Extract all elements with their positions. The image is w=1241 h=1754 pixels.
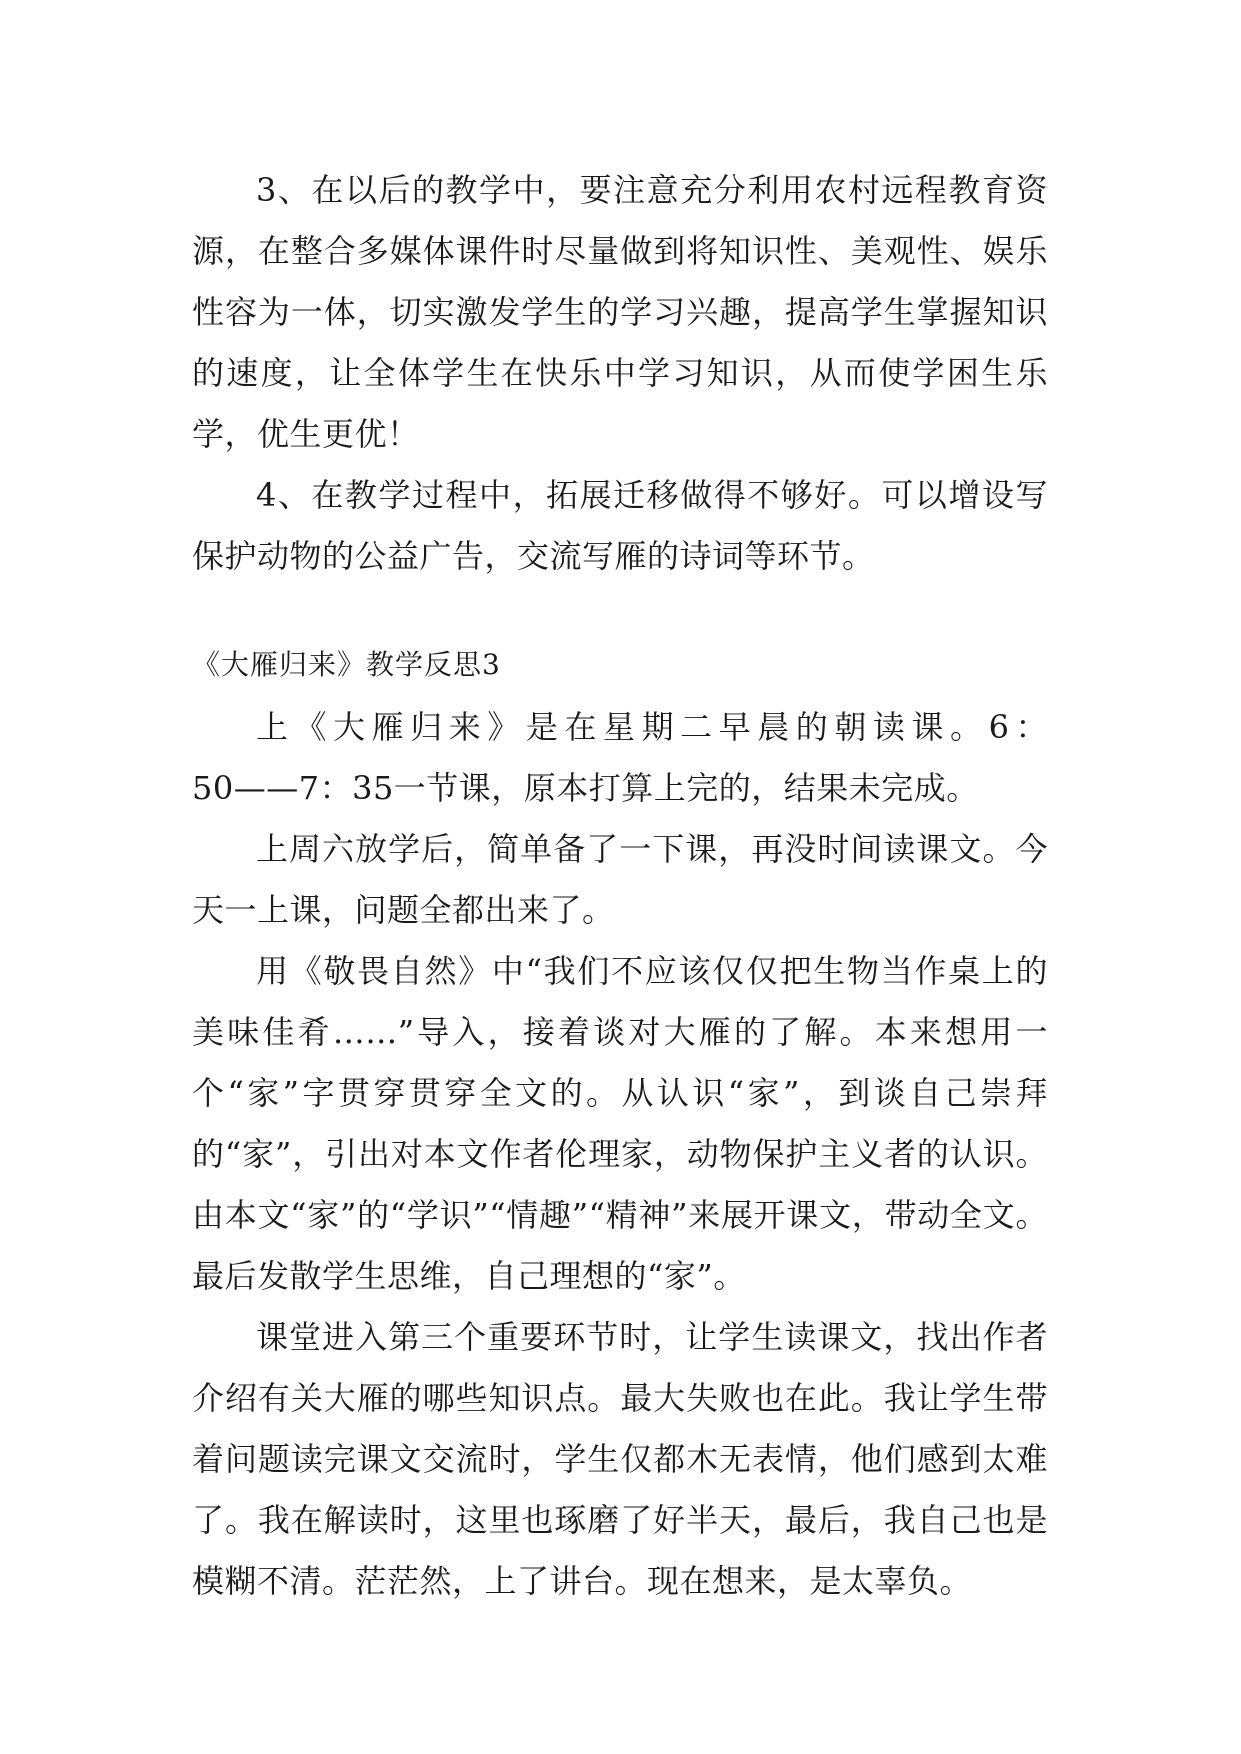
opening-line-1: 上《大雁归来》是在星期二早晨的朝读课。6：	[256, 708, 1048, 746]
paragraph-preparation: 上周六放学后，简单备了一下课，再没时间读课文。今天一上课，问题全都出来了。	[192, 830, 1048, 929]
opening-line-2: 50——7：35一节课，原本打算上完的，结果未完成。	[192, 769, 979, 807]
paragraph-introduction: 用《敬畏自然》中“我们不应该仅仅把生物当作桌上的美味佳肴……”导入，接着谈对大雁的了解。本来想用一个“家”字贯穿贯穿全文的。从认识“家”，到谈自己崇拜的“家”，引出对本文作者伦理家，动物保护主义者的认识。由本文“家”的“学识”“情趣”“精神”来展开课文，带动全文。最后发散学生思维，自己理想的“家”。	[192, 952, 1048, 1295]
section-spacer	[192, 587, 1048, 645]
title-spacer	[192, 685, 1048, 697]
document-body	[192, 160, 1048, 1612]
paragraph-point-4: 4、在教学过程中，拓展迁移做得不够好。可以增设写保护动物的公益广告，交流写雁的诗词等环节。	[192, 476, 1048, 575]
section-title: 《大雁归来》教学反思3	[192, 648, 501, 681]
paragraph-reflection: 课堂进入第三个重要环节时，让学生读课文，找出作者介绍有关大雁的哪些知识点。最大失败也在此。我让学生带着问题读完课文交流时，学生仅都木无表情，他们感到太难了。我在解读时，这里也琢磨了好半天，最后，我自己也是模糊不清。茫茫然，上了讲台。现在想来，是太辜负。	[192, 1318, 1048, 1600]
paragraph-point-3: 3、在以后的教学中，要注意充分利用农村远程教育资源，在整合多媒体课件时尽量做到将知识性、美观性、娱乐性容为一体，切实激发学生的学习兴趣，提高学生掌握知识的速度，让全体学生在快乐中学习知识，从而使学困生乐学，优生更优！	[192, 171, 1048, 453]
paragraph-opening	[192, 697, 1048, 819]
